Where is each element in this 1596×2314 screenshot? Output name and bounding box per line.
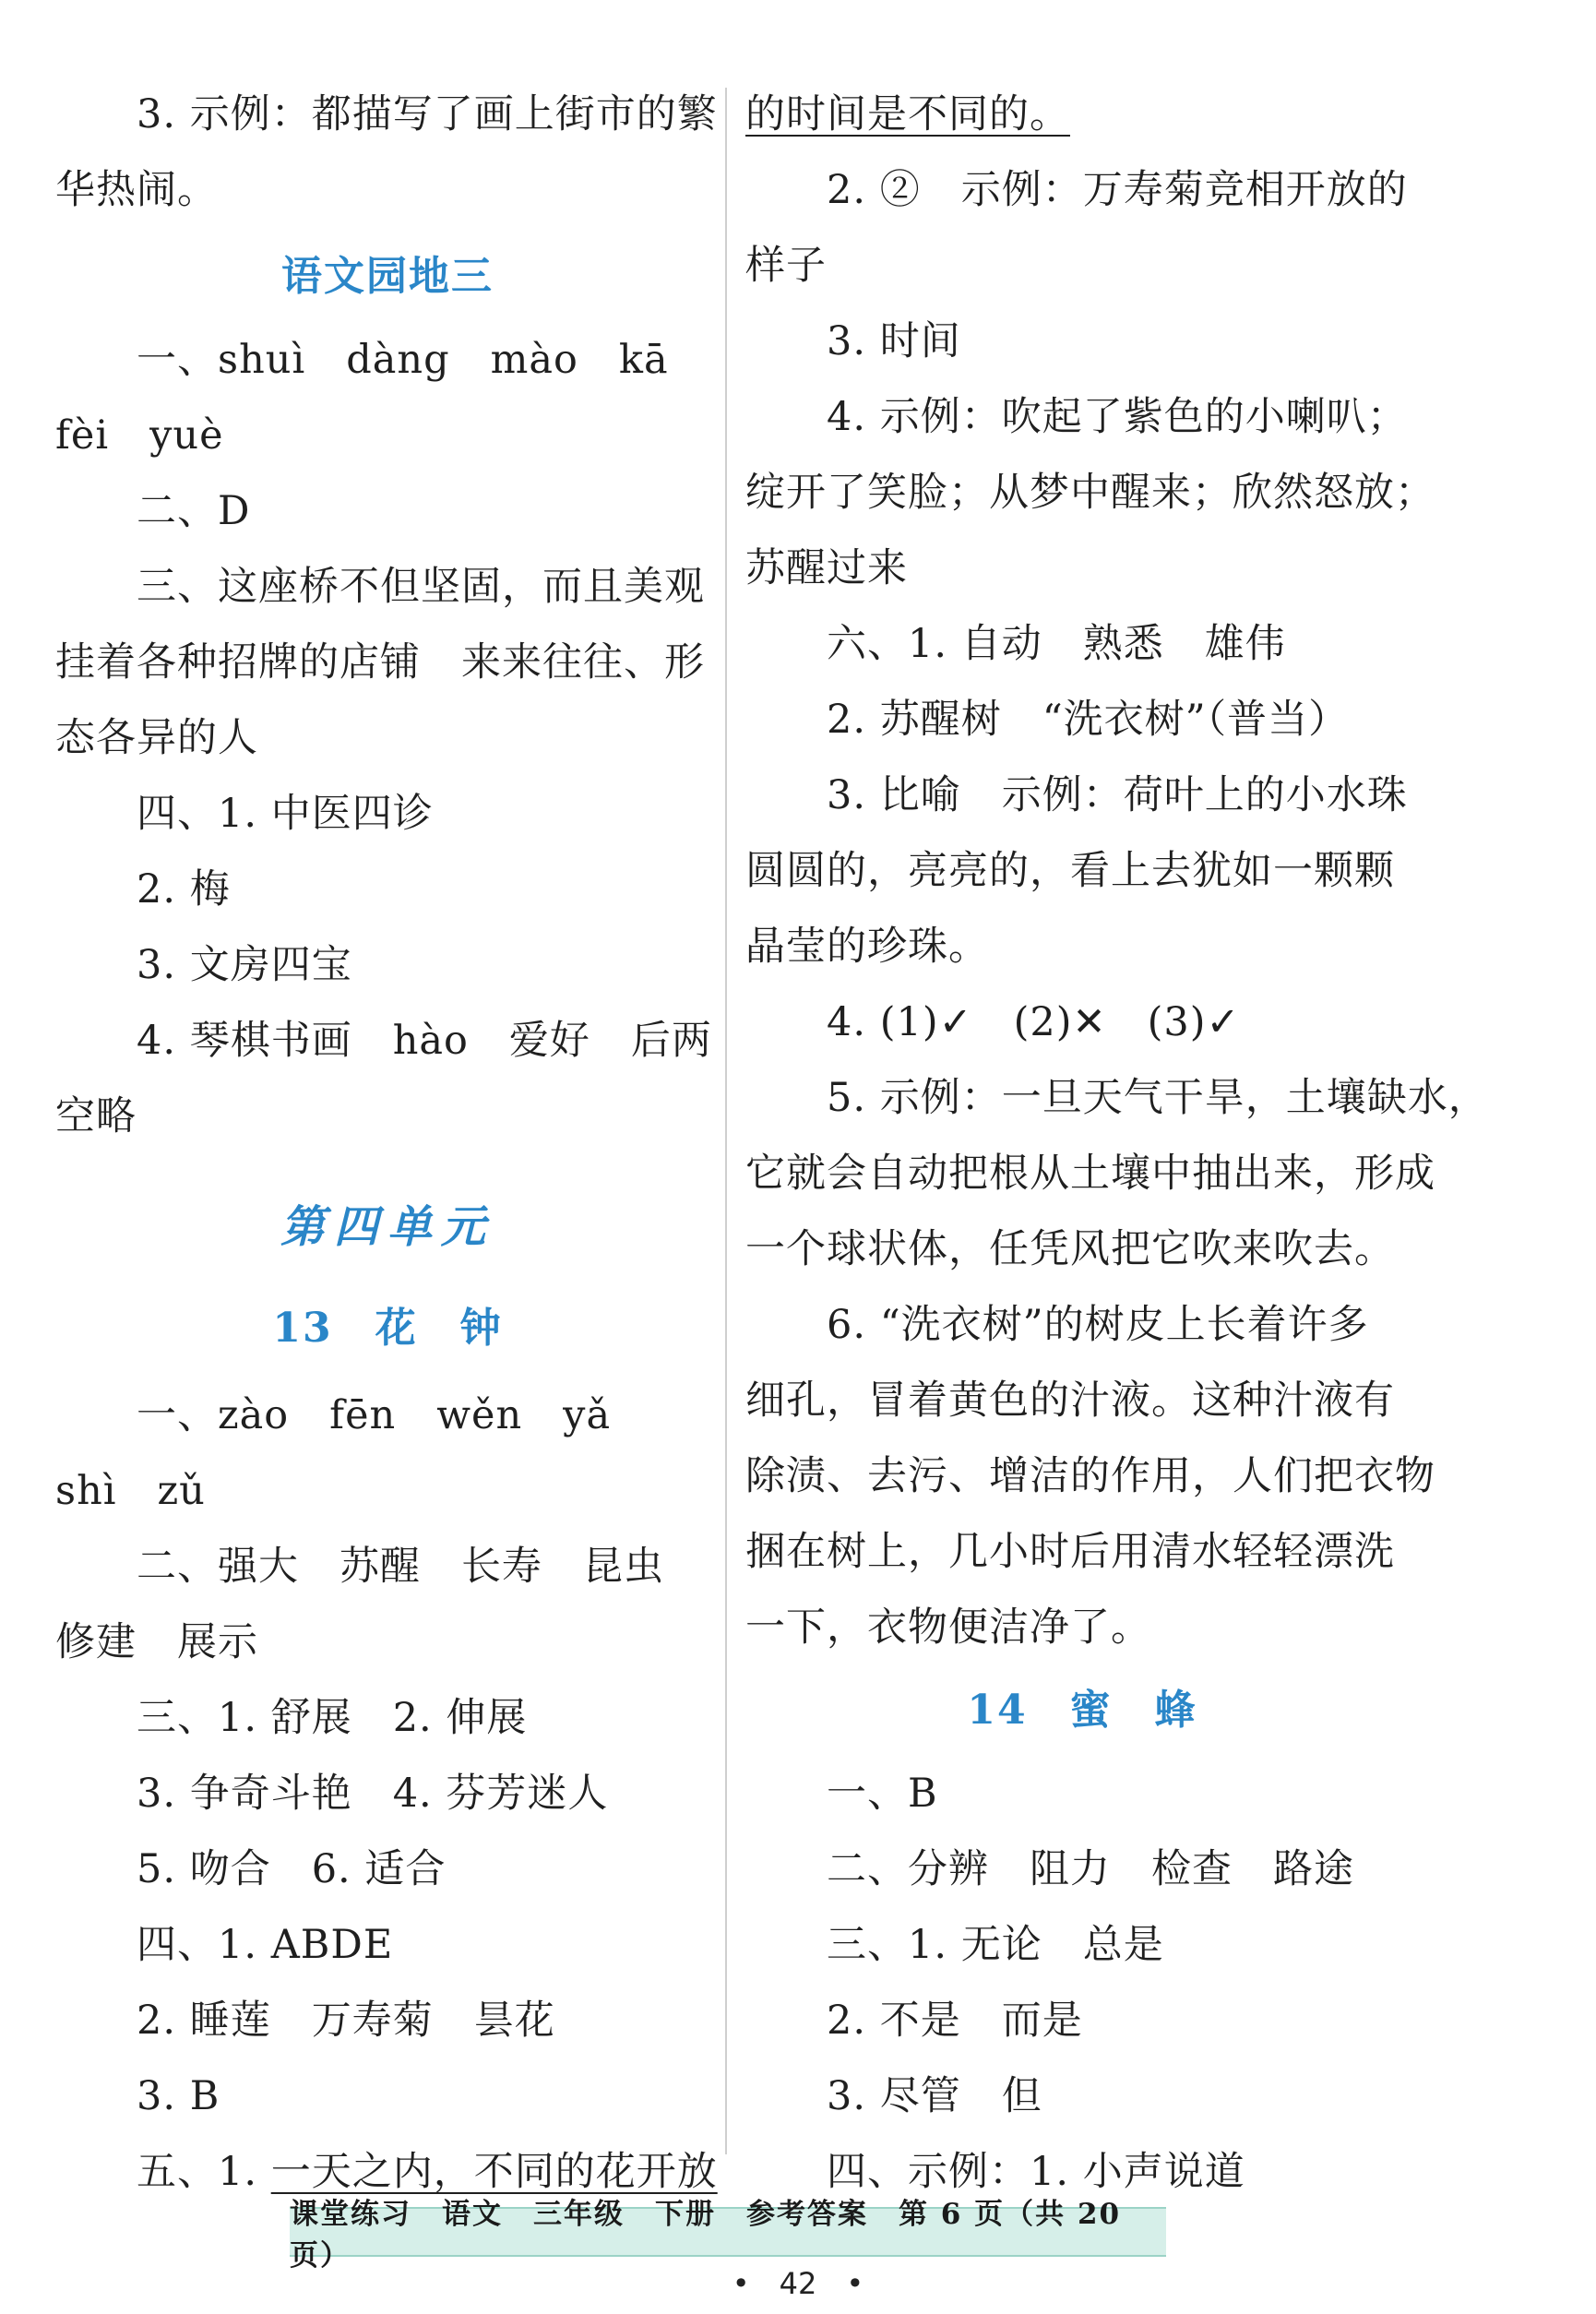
answer-line: 4. 示例：吹起了紫色的小喇叭； (827, 394, 1408, 440)
answer-number: 五、1. (137, 2149, 271, 2195)
answer-line: 二、D (137, 488, 251, 534)
answer-line: 3. 示例：都描写了画上街市的繁 (137, 91, 718, 137)
answer-line: 3. 尽管 但 (827, 2073, 1042, 2119)
answer-line: 修建 展示 (55, 1619, 258, 1665)
answer-line: 一、shuì dàng mào kā (137, 337, 669, 383)
answer-line: 四、示例：1. 小声说道 (827, 2149, 1245, 2195)
answer-line: 三、这座桥不但坚固，而且美观 (137, 564, 705, 610)
answer-line: 除渍、去污、增洁的作用，人们把衣物 (745, 1453, 1435, 1499)
answer-line: 挂着各种招牌的店铺 来来往往、形 (55, 639, 705, 686)
answer-line: 捆在树上，几小时后用清水轻轻漂洗 (745, 1529, 1395, 1575)
answer-line: 4. (1)✓ (2)✕ (3)✓ (827, 999, 1241, 1045)
answer-line: 3. 文房四宝 (137, 942, 352, 988)
answer-line: 苏醒过来 (745, 545, 908, 591)
answer-line: 六、1. 自动 熟悉 雄伟 (827, 621, 1286, 667)
answer-line: 2. 梅 (137, 866, 231, 912)
underlined-answer: 的时间是不同的。 (745, 91, 1070, 137)
footer-bar: 课堂练习 语文 三年级 下册 参考答案 第 6 页（共 20 页） (290, 2207, 1166, 2257)
answer-line: 2. ② 示例：万寿菊竞相开放的 (827, 167, 1408, 213)
answer-line: 2. 睡莲 万寿菊 昙花 (137, 1998, 555, 2044)
answer-line: 空略 (55, 1093, 137, 1139)
answer-line: 3. 争奇斗艳 4. 芬芳迷人 (137, 1771, 609, 1817)
answer-line: 3. 比喻 示例：荷叶上的小水珠 (827, 772, 1408, 818)
answer-line: 2. 不是 而是 (827, 1998, 1083, 2044)
answer-line: 圆圆的，亮亮的，看上去犹如一颗颗 (745, 848, 1395, 894)
answer-line: 华热闹。 (55, 167, 218, 213)
answer-line: 一、zào fēn wěn yǎ (137, 1392, 612, 1438)
answer-line (137, 2148, 718, 2196)
answer-line: 四、1. ABDE (137, 1922, 394, 1968)
answer-line: 样子 (745, 243, 827, 289)
page-number: • 42 • (732, 2266, 864, 2301)
answer-line: 晶莹的珍珠。 (745, 924, 989, 970)
underlined-answer: 一天之内，不同的花开放 (270, 2149, 718, 2195)
unit-heading: 第四单元 (280, 1201, 494, 1253)
answer-line: 一下，衣物便洁净了。 (745, 1604, 1151, 1651)
answer-line: 四、1. 中医四诊 (137, 791, 434, 837)
answer-line: 二、强大 苏醒 长寿 昆虫 (137, 1544, 664, 1590)
answer-line: 三、1. 舒展 2. 伸展 (137, 1695, 528, 1741)
answer-line: 3. 时间 (827, 318, 961, 364)
answer-line: 二、分辨 阻力 检查 路途 (827, 1846, 1354, 1892)
lesson-heading-13: 13 花 钟 (272, 1305, 503, 1352)
answer-line: 绽开了笑脸；从梦中醒来；欣然怒放； (745, 470, 1435, 516)
answer-line: 5. 吻合 6. 适合 (137, 1846, 447, 1892)
answer-line: fèi yuè (55, 412, 224, 459)
answer-line: 6. “洗衣树”的树皮上长着许多 (827, 1302, 1369, 1348)
answer-line: 细孔，冒着黄色的汁液。这种汁液有 (745, 1378, 1395, 1424)
answer-line: 3. B (137, 2073, 220, 2119)
answer-line: 三、1. 无论 总是 (827, 1922, 1164, 1968)
answer-line: 5. 示例：一旦天气干旱，土壤缺水， (827, 1075, 1489, 1121)
answer-line: 一、B (827, 1771, 938, 1817)
section-heading-yuwen-yuandi-3: 语文园地三 (281, 253, 494, 300)
column-divider (725, 88, 727, 2154)
answer-line: 一个球状体，任凭风把它吹来吹去。 (745, 1226, 1395, 1272)
answer-line: shì zǔ (55, 1468, 206, 1514)
lesson-heading-14: 14 蜜 蜂 (967, 1687, 1197, 1734)
answer-line: 态各异的人 (55, 715, 258, 761)
answer-line: 2. 苏醒树 “洗衣树”（普当） (827, 697, 1350, 743)
answer-line: 4. 琴棋书画 hào 爱好 后两 (137, 1018, 712, 1064)
answer-line: 它就会自动把根从土壤中抽出来，形成 (745, 1151, 1435, 1197)
